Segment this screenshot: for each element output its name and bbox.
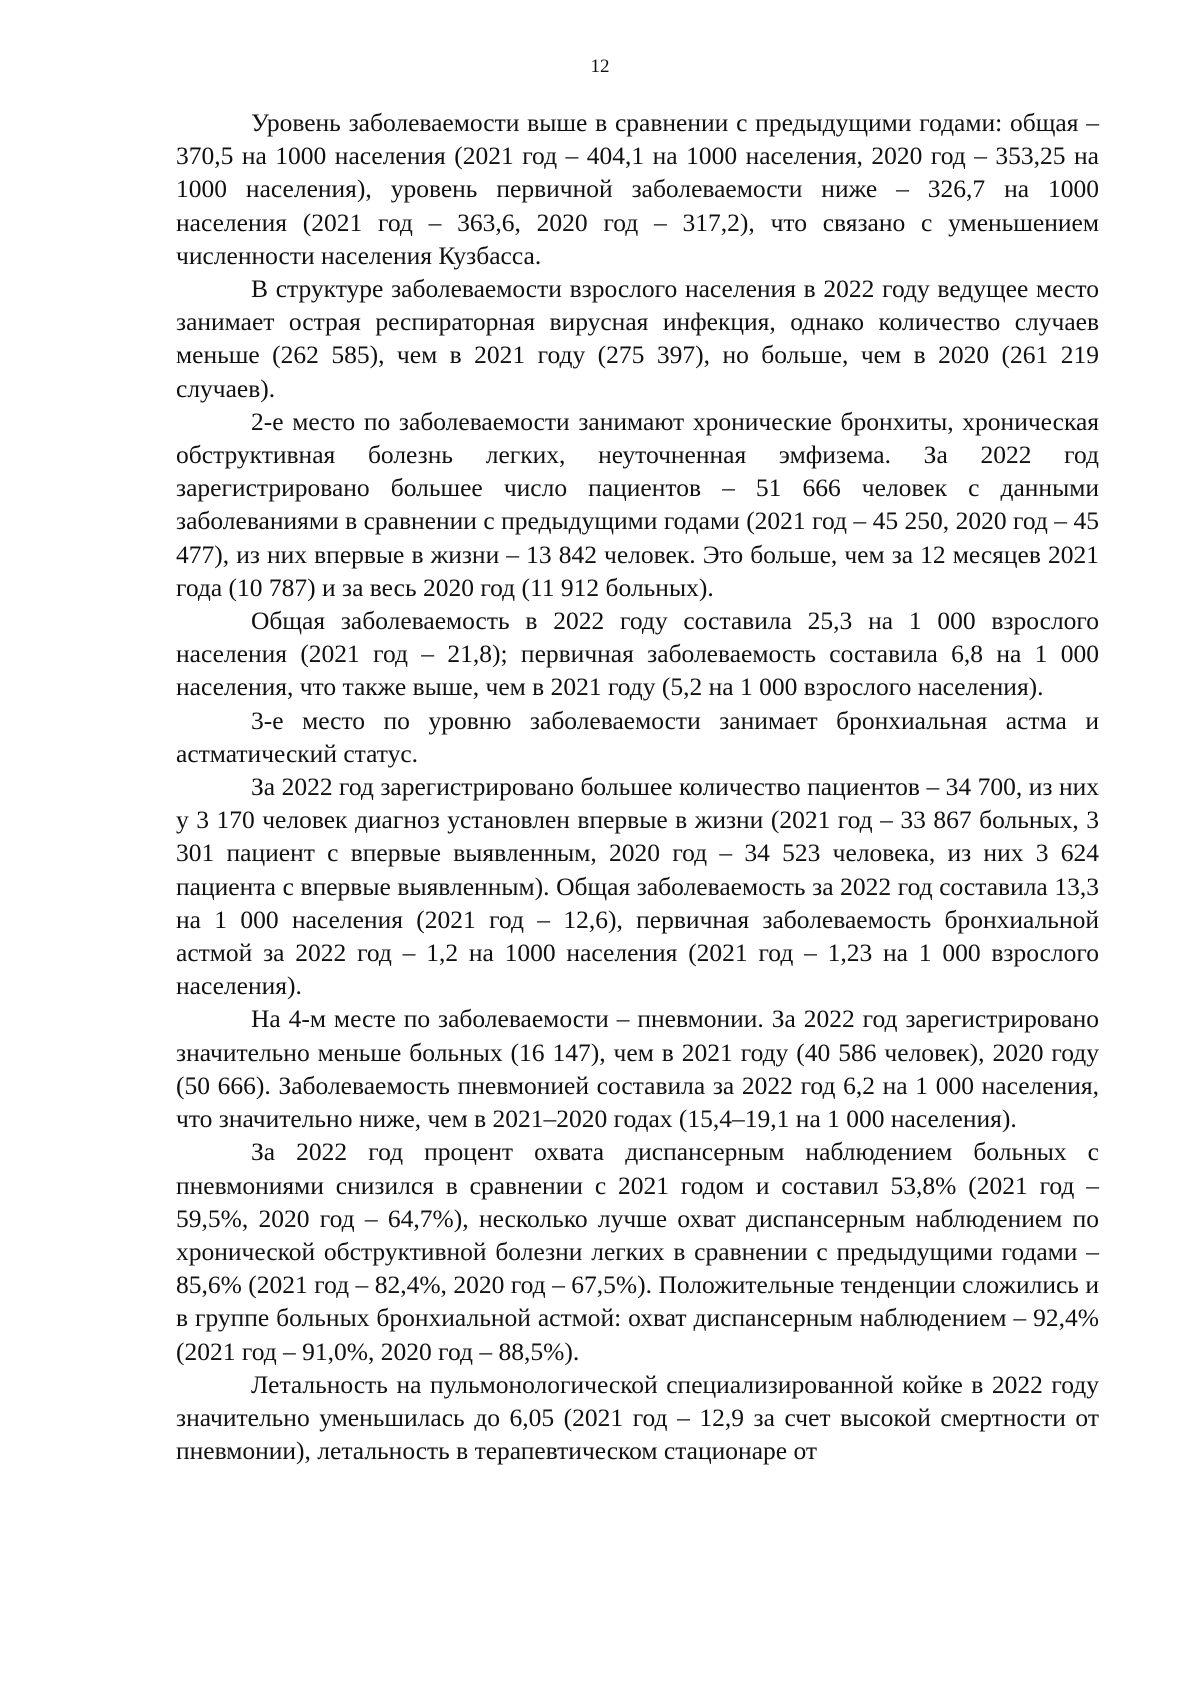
paragraph-chronic-bronchitis: 2-е место по заболеваемости занимают хронические бронхиты, хроническая обструктивная болезнь легких, неуточненная эмфизема. За 2022 год зарегистрировано большее число пациентов – 51 666 человек с данными заболеваниями в сравнении с предыдущими годами (2021 год – 45 250, 2020 год – 45 477), из них впервые в жизни – 13 842 человек. Это больше, чем за 12 месяцев 2021 года (10 787) и за весь 2020 год (11 912 больных).	[176, 406, 1099, 602]
body-text	[176, 106, 1099, 1467]
paragraph-morbidity-level: Уровень заболеваемости выше в сравнении с предыдущими годами: общая – 370,5 на 1000 населения (2021 год – 404,1 на 1000 населения, 2020 год – 353,25 на 1000 населения), уровень первичной заболеваемости ниже – 326,7 на 1000 населения (2021 год – 363,6, 2020 год – 317,2), что связано с уменьшением численности населения Кузбасса.	[176, 108, 1099, 270]
paragraph-bronchial-asthma-rank: 3-е место по уровню заболеваемости занимает бронхиальная астма и астматический статус.	[176, 705, 1099, 768]
paragraph-acute-respiratory-infection: В структуре заболеваемости взрослого населения в 2022 году ведущее место занимает острая респираторная вирусная инфекция, однако количество случаев меньше (262 585), чем в 2021 году (275 397), но больше, чем в 2020 (261 219 случаев).	[176, 274, 1099, 403]
paragraph-overall-morbidity-2022: Общая заболеваемость в 2022 году составила 25,3 на 1 000 взрослого населения (2021 год – 21,8); первичная заболеваемость составила 6,8 на 1 000 населения, что также выше, чем в 2021 году (5,2 на 1 000 взрослого населения).	[176, 606, 1099, 702]
page-number: 12	[590, 56, 610, 77]
paragraph-pneumonia: На 4-м месте по заболеваемости – пневмонии. За 2022 год зарегистрировано значительно меньше больных (16 147), чем в 2021 году (40 586 человек), 2020 году (50 666). Заболеваемость пневмонией составила за 2022 год 6,2 на 1 000 населения, что значительно ниже, чем в 2021–2020 годах (15,4–19,1 на 1 000 населения).	[176, 1004, 1099, 1134]
paragraph-dispensary-coverage: За 2022 год процент охвата диспансерным наблюдением больных с пневмониями снизился в сравнении с 2021 годом и составил 53,8% (2021 год – 59,5%, 2020 год – 64,7%), несколько лучше охват диспансерным наблюдением по хронической обструктивной болезни легких в сравнении с предыдущими годами – 85,6% (2021 год – 82,4%, 2020 год – 67,5%). Положительные тенденции сложились и в группе больных бронхиальной астмой: охват диспансерным наблюдением – 92,4% (2021 год – 91,0%, 2020 год – 88,5%).	[176, 1137, 1099, 1366]
paragraph-mortality: Летальность на пульмонологической специализированной койке в 2022 году значительно уменьшилась до 6,05 (2021 год – 12,9 за счет высокой смертности от пневмонии), летальность в терапевтическом стационаре от	[176, 1369, 1099, 1466]
paragraph-bronchial-asthma-patients: За 2022 год зарегистрировано большее количество пациентов – 34 700, из них у 3 170 человек диагноз установлен впервые в жизни (2021 год – 33 867 больных, 3 301 пациент с впервые выявленным, 2020 год – 34 523 человека, из них 3 624 пациента с впервые выявленным). Общая заболеваемость за 2022 год составила 13,3 на 1 000 населения (2021 год – 12,6), первичная заболеваемость бронхиальной астмой за 2022 год – 1,2 на 1000 населения (2021 год – 1,23 на 1 000 взрослого населения).	[176, 772, 1099, 1001]
